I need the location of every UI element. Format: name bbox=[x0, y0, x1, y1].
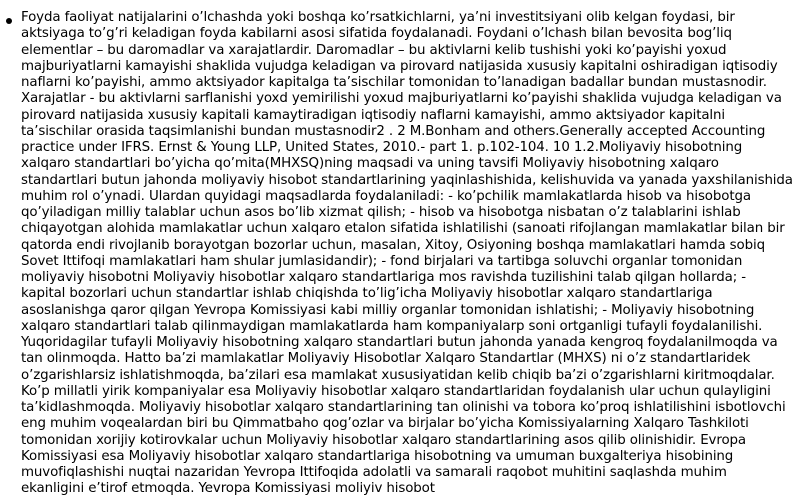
body-paragraph: Foyda faoliyat natijalarini o’lchashda yoki boshqa ko’rsatkichlarni, ya’ni investitsiyani olib kelgan foydasi, bir aktsiyaga to’g’ri keladigan foyda kabilarni asosi sifatida foydalanadi. Foydani o’lchash bilan bevosita bog’liq elementlar – bu daromadlar va xarajatlardir. Daromadlar – bu aktivlarni kelib tushishi yoki ko’payishi yoxud majburiyatlarni kamayishi shaklida vujudga keladigan va pirovard natijasida xususiy kapitalni oshiradigan iqtisodiy naflarni ko’payishi, ammo aktsiyador kapitalga ta’sischilar tomonidan to’lanadigan badallar bundan mustasnodir. Xarajatlar - bu aktivlarni sarflanishi yoxd yemirilishi yoxud majburiyatlarni ko’payishi shaklida vujudga keladigan va pirovard natijasida xususiy kapitali kamaytiradigan iqtisodiy naflarni kamayishi, ammo aktsiyador kapitalni ta’sischilar orasida taqsimlanishi bundan mustasnodir2 . 2 M.Bonham and others.Generally accepted Accounting practice under IFRS. Ernst & Young LLP, United States, 2010.- part 1. p.102-104. 10 1.2.Moliyaviy hisobotning xalqaro standartlari bo’yicha qo’mita(MHXSQ)ning maqsadi va uning tavsifi Moliyaviy hisobotning xalqaro standartlari butun jahonda moliyaviy hisobot standartlarining yaqinlashishida, kelishuvida va yanada yaxshilanishida muhim rol o’ynadi. Ulardan quyidagi maqsadlarda foydalaniladi: - ko’pchilik mamlakatlarda hisob va hisobotga qo’yiladigan milliy talablar uchun asos bo’lib xizmat qilish; - hisob va hisobotga nisbatan o’z talablarini ishlab chiqayotgan alohida mamlakatlar uchun xalqaro etalon sifatida ishlatilishi (sanoati rifojlangan mamlakatlar bilan bir qatorda endi rivojlanib borayotgan bozorlar uchun, masalan, Xitoy, Osiyoning boshqa mamlakatlari hamda sobiq Sovet Ittifoqi mamlakatlari ham shular jumlasidandir); - fond birjalari va tartibga soluvchi organlar tomonidan moliyaviy hisobotni Moliyaviy hisobotlar xalqaro standartlariga mos ravishda tuzilishini talab qilgan hollarda; - kapital bozorlari uchun standartlar ishlab chiqishda to’lig’icha Moliyaviy hisobotlar xalqaro standartlariga asoslanishga qaror qilgan Yevropa Komissiyasi kabi milliy organlar tomonidan ishlatishi; - Moliyaviy hisobotning xalqaro standartlari talab qilinmaydigan mamlakatlarda ham kompaniyalarp soni ortganligi tufayli foydalanilishi. Yuqoridagilar tufayli Moliyaviy hisobotning xalqaro standartlari butun jahonda yanada kengroq foydalanilmoqda va tan olinmoqda. Hatto ba’zi mamlakatlar Moliyaviy Hisobotlar Xalqaro Standartlar (MHXS) ni o’z standartlaridek o’zgarishlarsiz ishlatishmoqda, ba’zilari esa mamlakat xususiyatidan kelib chiqib ba’zi o’zgarishlarni kiritmoqdalar. Ko’p millatli yirik kompaniyalar esa Moliyaviy hisobotlar xalqaro standartlaridan foydalanish ular uchun qulayligini ta’kidlashmoqda. Moliyaviy hisobotlar xalqaro standartlarining tan olinishi va tobora ko’proq ishlatilishini isbotlovchi eng muhim voqealardan biri bu Qimmatbaho qog’ozlar va birjalar bo’yicha Komissiyalarning Xalqaro Tashkiloti tomonidan xorijiy kotirovkalar uchun Moliyaviy hisobotlar xalqaro standartlarining asos qilib olinishidir. Evropa Komissiyasi esa Moliyaviy hisobotlar xalqaro standartlariga hisobotning va umuman buxgalteriya hisobining muvofiqlashishi nuqtai nazaridan Yevropa Ittifoqida adolatli va samarali raqobot muhitini saqlashda muhim ekanligini e’tirof etmoqda. Yevropa Komissiyasi moliyiv hisobot bbox=[21, 10, 793, 497]
bullet-point-icon bbox=[6, 18, 12, 24]
